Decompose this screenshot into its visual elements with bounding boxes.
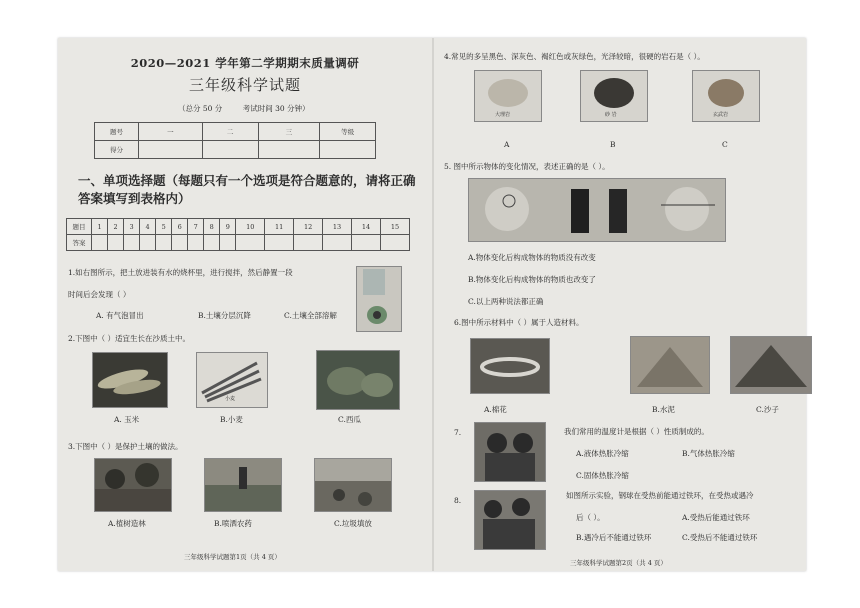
q2-option-a: A. 玉米 bbox=[114, 415, 140, 424]
answer-question-number: 4 bbox=[140, 219, 156, 235]
q3-option-a: A.植树造林 bbox=[108, 519, 146, 528]
answer-question-number: 6 bbox=[172, 219, 188, 235]
garbage-dumping-photo bbox=[314, 458, 392, 512]
page-footer: 三年级科学试题第2页（共 4 页） bbox=[570, 559, 667, 567]
wheat-photo bbox=[196, 352, 268, 408]
question-8-number: 8. bbox=[454, 496, 462, 505]
q7-option-c: C.固体热胀冷缩 bbox=[576, 471, 629, 480]
answer-question-number: 12 bbox=[294, 219, 323, 235]
q5-option-c: C.以上两种说法都正确 bbox=[468, 297, 544, 306]
beaker-photo bbox=[356, 266, 402, 332]
q8-option-c: C.受热后不能通过铁环 bbox=[682, 533, 758, 542]
q4-option-b: B bbox=[610, 140, 616, 149]
q4-option-a: A bbox=[504, 140, 510, 149]
question-7: 我们常用的温度计是根据（ ）性质制成的。 bbox=[564, 427, 709, 436]
score-cell bbox=[202, 141, 258, 159]
answer-question-number: 3 bbox=[124, 219, 140, 235]
q7-option-a: A.液体热胀冷缩 bbox=[576, 449, 629, 458]
corn-photo bbox=[92, 352, 168, 408]
q8-option-b: B.遇冷后不能通过铁环 bbox=[576, 533, 652, 542]
question-5: 5. 图中所示物体的变化情况，表述正确的是（ ）。 bbox=[444, 162, 610, 171]
score-header: 等级 bbox=[320, 123, 376, 141]
total-score: （总分 50 分 bbox=[178, 104, 223, 113]
marble-photo bbox=[474, 70, 542, 122]
answer-cell bbox=[204, 235, 220, 251]
score-header: 题号 bbox=[95, 123, 139, 141]
answer-question-number: 7 bbox=[188, 219, 204, 235]
answer-cell bbox=[380, 235, 409, 251]
answer-cell bbox=[220, 235, 236, 251]
answer-header-label: 题目 bbox=[67, 219, 92, 235]
answer-cell bbox=[236, 235, 265, 251]
sand-photo bbox=[730, 336, 812, 394]
thermometer-kids-photo bbox=[474, 422, 546, 482]
steel-ball-experiment-photo bbox=[474, 490, 546, 550]
q3-option-b: B.喷洒农药 bbox=[214, 519, 252, 528]
page-footer: 三年级科学试题第1页（共 4 页） bbox=[184, 553, 281, 561]
answer-cell bbox=[108, 235, 124, 251]
q1-option-c: C.土壤全部溶解 bbox=[284, 311, 337, 320]
score-header: 三 bbox=[258, 123, 320, 141]
exam-time: 考试时间 30 分钟） bbox=[242, 104, 310, 113]
question-4: 4.常见的多呈黑色、深灰色、褐红色或灰绿色，光泽较暗，很硬的岩石是（ ）。 bbox=[444, 52, 705, 61]
question-8-line2: 后（ ）。 bbox=[576, 513, 605, 522]
rock-label-b: 砂 岩 bbox=[605, 112, 617, 118]
q6-option-c: C.沙子 bbox=[756, 405, 779, 414]
question-1-line2: 时间后会发现（ ） bbox=[68, 290, 131, 299]
score-table bbox=[94, 122, 376, 159]
score-header: 二 bbox=[202, 123, 258, 141]
q6-option-b: B.水泥 bbox=[652, 405, 675, 414]
question-8-line1: 如图所示实验，钢球在受热前能通过铁环，在受热或遇冷 bbox=[566, 491, 754, 500]
answer-cell bbox=[265, 235, 294, 251]
answer-cell bbox=[156, 235, 172, 251]
sandstone-photo bbox=[580, 70, 648, 122]
basalt-photo bbox=[692, 70, 760, 122]
answer-question-number: 5 bbox=[156, 219, 172, 235]
answer-question-number: 10 bbox=[236, 219, 265, 235]
section-heading: 一、单项选择题（每题只有一个选项是符合题意的，请将正确答案填写到表格内） bbox=[78, 173, 416, 206]
q1-option-a: A. 有气泡冒出 bbox=[96, 311, 144, 320]
question-2: 2.下图中（ ）适宜生长在沙质土中。 bbox=[68, 334, 191, 343]
cotton-photo bbox=[470, 338, 550, 394]
tree-planting-photo bbox=[94, 458, 172, 512]
wheat-label: 小麦 bbox=[225, 396, 236, 402]
score-header: 一 bbox=[139, 123, 203, 141]
q3-option-c: C.垃圾填放 bbox=[334, 519, 372, 528]
answer-cell bbox=[124, 235, 140, 251]
answer-question-number: 9 bbox=[220, 219, 236, 235]
answer-cell bbox=[352, 235, 381, 251]
cement-photo bbox=[630, 336, 710, 394]
answer-row-label: 答案 bbox=[67, 235, 92, 251]
answer-question-number: 14 bbox=[352, 219, 381, 235]
exam-info bbox=[178, 104, 310, 114]
exam-paper bbox=[58, 38, 806, 571]
rock-label-a: 大理岩 bbox=[495, 112, 511, 118]
q2-option-c: C.西瓜 bbox=[338, 415, 361, 424]
answer-table bbox=[66, 218, 410, 251]
answer-cell bbox=[323, 235, 352, 251]
q5-option-b: B.物体变化后构成物体的物质也改变了 bbox=[468, 275, 596, 284]
question-7-number: 7. bbox=[454, 428, 462, 437]
q8-option-a: A.受热后能通过铁环 bbox=[682, 513, 750, 522]
question-3: 3.下图中（ ）是保护土壤的做法。 bbox=[68, 442, 183, 451]
question-1-line1: 1.如右图所示，把土放进装有水的烧杯里，进行搅拌，然后静置一段 bbox=[68, 268, 293, 277]
answer-cell bbox=[92, 235, 108, 251]
exam-title: 2020—2021 学年第二学期期末质量调研 bbox=[130, 56, 360, 70]
q6-option-a: A.棉花 bbox=[484, 405, 507, 414]
watermelon-photo bbox=[316, 350, 400, 410]
right-page bbox=[434, 38, 806, 571]
object-change-photo bbox=[468, 178, 726, 242]
score-row-label: 得分 bbox=[95, 141, 139, 159]
q7-option-b: B.气体热胀冷缩 bbox=[682, 449, 735, 458]
spraying-pesticide-photo bbox=[204, 458, 282, 512]
answer-question-number: 15 bbox=[380, 219, 409, 235]
q2-option-b: B.小麦 bbox=[220, 415, 243, 424]
answer-question-number: 13 bbox=[323, 219, 352, 235]
score-cell bbox=[258, 141, 320, 159]
left-page bbox=[58, 38, 432, 571]
score-cell bbox=[139, 141, 203, 159]
question-6: 6.图中所示材料中（ ）属于人造材料。 bbox=[454, 318, 584, 327]
q5-option-a: A.物体变化后构成物体的物质没有改变 bbox=[468, 253, 596, 262]
answer-cell bbox=[140, 235, 156, 251]
answer-question-number: 1 bbox=[92, 219, 108, 235]
answer-cell bbox=[188, 235, 204, 251]
answer-question-number: 2 bbox=[108, 219, 124, 235]
exam-subtitle: 三年级科学试题 bbox=[188, 76, 301, 94]
q1-option-b: B.土壤分层沉降 bbox=[198, 311, 251, 320]
score-cell bbox=[320, 141, 376, 159]
answer-question-number: 8 bbox=[204, 219, 220, 235]
answer-question-number: 11 bbox=[265, 219, 294, 235]
q4-option-c: C bbox=[722, 140, 728, 149]
answer-cell bbox=[294, 235, 323, 251]
answer-cell bbox=[172, 235, 188, 251]
rock-label-c: 玄武岩 bbox=[713, 112, 729, 118]
